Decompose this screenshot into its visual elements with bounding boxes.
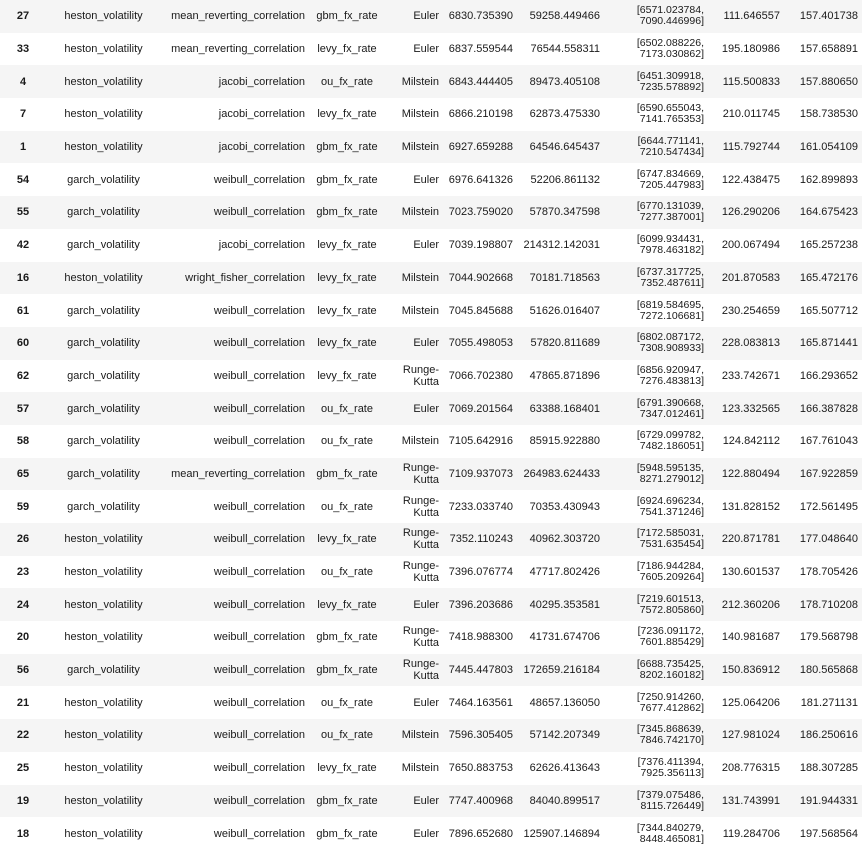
variance-value-cell: 59258.449466: [529, 10, 600, 23]
fx-rate-model-cell: ou_fx_rate: [321, 75, 373, 88]
table-row: [0, 654, 862, 687]
correlation-model-cell: weibull_correlation: [213, 304, 305, 317]
volatility-model-cell: garch_volatility: [67, 206, 140, 219]
time-value-cell: 200.067494: [721, 239, 780, 252]
score-value-cell: 161.054109: [799, 141, 858, 154]
confidence-interval-cell: [7376.411394, 7925.356113]: [637, 756, 704, 780]
table-row: [0, 327, 862, 360]
mean-value-cell: 7023.759020: [448, 206, 513, 219]
table-row: [0, 294, 862, 327]
mean-value-cell: 6830.735390: [448, 10, 513, 23]
correlation-model-cell: mean_reverting_correlation: [171, 10, 305, 23]
row-index-cell: 24: [16, 598, 30, 611]
variance-value-cell: 62873.475330: [529, 108, 600, 121]
correlation-model-cell: weibull_correlation: [213, 794, 305, 807]
correlation-model-cell: weibull_correlation: [213, 206, 305, 219]
mean-value-cell: 7105.642916: [448, 435, 513, 448]
time-value-cell: 233.742671: [721, 369, 780, 382]
method-cell: Runge-Kutta: [402, 560, 439, 585]
confidence-interval-cell: [6502.088226, 7173.030862]: [636, 37, 704, 61]
score-value-cell: 181.271131: [800, 696, 858, 709]
fx-rate-model-cell: gbm_fx_rate: [316, 206, 378, 219]
score-value-cell: 178.705426: [799, 566, 858, 579]
volatility-model-cell: heston_volatility: [64, 271, 143, 284]
row-index-cell: 65: [16, 467, 30, 480]
row-index-cell: 55: [16, 206, 30, 219]
table-row: [0, 392, 862, 425]
method-cell: Euler: [413, 696, 439, 709]
variance-value-cell: 41731.674706: [529, 631, 600, 644]
variance-value-cell: 64546.645437: [529, 141, 600, 154]
variance-value-cell: 63388.168401: [529, 402, 600, 415]
fx-rate-model-cell: levy_fx_rate: [317, 108, 377, 121]
confidence-interval-cell: [6791.390668, 7347.012461]: [636, 396, 704, 420]
volatility-model-cell: heston_volatility: [64, 794, 143, 807]
confidence-interval-cell: [6819.584695, 7272.106681]: [636, 298, 704, 322]
method-cell: Milstein: [401, 206, 439, 219]
confidence-interval-cell: [6856.920947, 7276.483813]: [636, 363, 704, 387]
method-cell: Euler: [413, 794, 439, 807]
mean-value-cell: 7596.305405: [448, 729, 513, 742]
volatility-model-cell: garch_volatility: [67, 435, 140, 448]
correlation-model-cell: weibull_correlation: [213, 827, 305, 840]
method-cell: Runge-Kutta: [402, 494, 439, 519]
time-value-cell: 123.332565: [721, 402, 780, 415]
fx-rate-model-cell: levy_fx_rate: [317, 337, 377, 350]
score-value-cell: 166.293652: [799, 369, 858, 382]
fx-rate-model-cell: gbm_fx_rate: [316, 10, 378, 23]
row-index-cell: 57: [16, 402, 30, 415]
mean-value-cell: 7109.937073: [448, 467, 513, 480]
variance-value-cell: 76544.558311: [530, 43, 600, 56]
fx-rate-model-cell: gbm_fx_rate: [316, 827, 378, 840]
fx-rate-model-cell: levy_fx_rate: [317, 598, 377, 611]
method-cell: Milstein: [401, 435, 439, 448]
score-value-cell: 157.658891: [799, 43, 858, 56]
method-cell: Euler: [413, 402, 439, 415]
volatility-model-cell: heston_volatility: [64, 10, 143, 23]
mean-value-cell: 7650.883753: [448, 762, 513, 775]
time-value-cell: 115.792744: [722, 141, 780, 154]
variance-value-cell: 125907.146894: [523, 827, 600, 840]
method-cell: Runge-Kutta: [402, 658, 439, 683]
time-value-cell: 122.880494: [721, 467, 780, 480]
variance-value-cell: 47717.802426: [529, 566, 600, 579]
mean-value-cell: 6843.444405: [448, 75, 513, 88]
volatility-model-cell: heston_volatility: [64, 43, 143, 56]
score-value-cell: 157.401738: [799, 10, 858, 23]
method-cell: Milstein: [401, 762, 439, 775]
fx-rate-model-cell: ou_fx_rate: [321, 435, 373, 448]
score-value-cell: 165.257238: [799, 239, 858, 252]
mean-value-cell: 7233.033740: [448, 500, 513, 513]
volatility-model-cell: heston_volatility: [64, 141, 143, 154]
row-index-cell: 20: [16, 631, 30, 644]
fx-rate-model-cell: levy_fx_rate: [317, 43, 377, 56]
correlation-model-cell: jacobi_correlation: [218, 75, 305, 88]
volatility-model-cell: garch_volatility: [67, 402, 140, 415]
confidence-interval-cell: [7344.840279, 8448.465081]: [636, 821, 704, 845]
confidence-interval-cell: [6737.317725, 7352.487611]: [636, 265, 704, 289]
table-row: [0, 360, 862, 393]
mean-value-cell: 7069.201564: [448, 402, 513, 415]
mean-value-cell: 7066.702380: [448, 369, 513, 382]
variance-value-cell: 48657.136050: [529, 696, 600, 709]
mean-value-cell: 7464.163561: [448, 696, 513, 709]
volatility-model-cell: garch_volatility: [67, 173, 140, 186]
method-cell: Runge-Kutta: [402, 363, 439, 388]
fx-rate-model-cell: gbm_fx_rate: [316, 664, 378, 677]
table-row: [0, 229, 862, 262]
fx-rate-model-cell: gbm_fx_rate: [316, 794, 378, 807]
mean-value-cell: 7045.845688: [448, 304, 513, 317]
confidence-interval-cell: [6590.655043, 7141.765353]: [636, 102, 704, 126]
row-index-cell: 59: [16, 500, 30, 513]
fx-rate-model-cell: levy_fx_rate: [317, 271, 377, 284]
fx-rate-model-cell: levy_fx_rate: [317, 762, 377, 775]
row-index-cell: 62: [16, 369, 30, 382]
table-row: [0, 752, 862, 785]
variance-value-cell: 40962.303720: [529, 533, 600, 546]
method-cell: Milstein: [401, 75, 439, 88]
row-index-cell: 58: [16, 435, 30, 448]
table-row: [0, 719, 862, 752]
correlation-model-cell: weibull_correlation: [213, 500, 305, 513]
correlation-model-cell: wright_fisher_correlation: [185, 271, 305, 284]
time-value-cell: 127.981024: [721, 729, 780, 742]
mean-value-cell: 7418.988300: [448, 631, 513, 644]
variance-value-cell: 85915.922880: [529, 435, 600, 448]
mean-value-cell: 7396.203686: [448, 598, 513, 611]
correlation-model-cell: weibull_correlation: [213, 533, 305, 546]
confidence-interval-cell: [7172.585031, 7531.635454]: [636, 527, 704, 551]
volatility-model-cell: garch_volatility: [67, 304, 140, 317]
row-index-cell: 26: [16, 533, 30, 546]
mean-value-cell: 7055.498053: [448, 337, 513, 350]
fx-rate-model-cell: ou_fx_rate: [321, 696, 373, 709]
score-value-cell: 165.472176: [799, 271, 858, 284]
method-cell: Euler: [413, 43, 439, 56]
row-index-cell: 42: [16, 239, 30, 252]
mean-value-cell: 6976.641326: [448, 173, 513, 186]
variance-value-cell: 47865.871896: [529, 369, 600, 382]
variance-value-cell: 89473.405108: [529, 75, 600, 88]
fx-rate-model-cell: levy_fx_rate: [317, 304, 377, 317]
row-index-cell: 27: [16, 10, 30, 23]
volatility-model-cell: heston_volatility: [64, 696, 143, 709]
fx-rate-model-cell: ou_fx_rate: [321, 566, 373, 579]
time-value-cell: 220.871781: [721, 533, 780, 546]
confidence-interval-cell: [7219.601513, 7572.805860]: [636, 592, 704, 616]
confidence-interval-cell: [6924.696234, 7541.371246]: [636, 494, 704, 518]
table-row: [0, 163, 862, 196]
fx-rate-model-cell: levy_fx_rate: [317, 239, 377, 252]
variance-value-cell: 214312.142031: [523, 239, 600, 252]
method-cell: Euler: [413, 827, 439, 840]
confidence-interval-cell: [6802.087172, 7308.908933]: [636, 331, 704, 355]
correlation-model-cell: weibull_correlation: [213, 631, 305, 644]
score-value-cell: 162.899893: [799, 173, 858, 186]
mean-value-cell: 7396.076774: [448, 566, 513, 579]
volatility-model-cell: garch_volatility: [67, 369, 140, 382]
time-value-cell: 230.254659: [721, 304, 780, 317]
row-index-cell: 18: [16, 827, 30, 840]
correlation-model-cell: weibull_correlation: [213, 402, 305, 415]
row-index-cell: 22: [16, 729, 30, 742]
score-value-cell: 191.944331: [799, 794, 858, 807]
correlation-model-cell: weibull_correlation: [213, 598, 305, 611]
score-value-cell: 180.565868: [799, 664, 858, 677]
confidence-interval-cell: [6688.735425, 8202.160182]: [636, 658, 704, 682]
score-value-cell: 165.507712: [799, 304, 858, 317]
method-cell: Euler: [413, 598, 439, 611]
method-cell: Runge-Kutta: [402, 527, 439, 552]
correlation-model-cell: weibull_correlation: [213, 435, 305, 448]
volatility-model-cell: heston_volatility: [64, 598, 143, 611]
score-value-cell: 164.675423: [799, 206, 858, 219]
mean-value-cell: 6927.659288: [448, 141, 513, 154]
time-value-cell: 201.870583: [721, 271, 780, 284]
volatility-model-cell: heston_volatility: [64, 762, 143, 775]
score-value-cell: 188.307285: [799, 762, 858, 775]
method-cell: Milstein: [401, 304, 439, 317]
score-value-cell: 167.922859: [799, 467, 858, 480]
time-value-cell: 140.981687: [721, 631, 780, 644]
confidence-interval-cell: [5948.595135, 8271.279012]: [636, 461, 704, 485]
row-index-cell: 60: [16, 337, 30, 350]
correlation-model-cell: weibull_correlation: [213, 664, 305, 677]
method-cell: Milstein: [401, 729, 439, 742]
variance-value-cell: 70353.430943: [529, 500, 600, 513]
correlation-model-cell: jacobi_correlation: [218, 141, 305, 154]
method-cell: Runge-Kutta: [402, 461, 439, 486]
time-value-cell: 122.438475: [721, 173, 780, 186]
score-value-cell: 197.568564: [799, 827, 858, 840]
variance-value-cell: 62626.413643: [529, 762, 600, 775]
table-row: [0, 458, 862, 491]
volatility-model-cell: garch_volatility: [67, 337, 140, 350]
time-value-cell: 111.646557: [723, 10, 780, 23]
correlation-model-cell: weibull_correlation: [213, 173, 305, 186]
method-cell: Milstein: [401, 141, 439, 154]
volatility-model-cell: heston_volatility: [64, 108, 143, 121]
method-cell: Runge-Kutta: [402, 625, 439, 650]
row-index-cell: 1: [19, 141, 27, 154]
table-row: [0, 686, 862, 719]
variance-value-cell: 52206.861132: [530, 173, 600, 186]
row-index-cell: 25: [16, 762, 30, 775]
table-row: [0, 817, 862, 850]
volatility-model-cell: heston_volatility: [64, 729, 143, 742]
method-cell: Milstein: [401, 108, 439, 121]
volatility-model-cell: garch_volatility: [67, 500, 140, 513]
confidence-interval-cell: [6571.023784, 7090.446996]: [636, 4, 704, 28]
score-value-cell: 158.738530: [799, 108, 858, 121]
row-index-cell: 4: [19, 75, 27, 88]
table-row: [0, 0, 862, 33]
mean-value-cell: 6866.210198: [448, 108, 513, 121]
mean-value-cell: 7039.198807: [448, 239, 513, 252]
variance-value-cell: 172659.216184: [523, 664, 600, 677]
time-value-cell: 208.776315: [721, 762, 780, 775]
table-row: [0, 98, 862, 131]
score-value-cell: 178.710208: [799, 598, 858, 611]
confidence-interval-cell: [6770.131039, 7277.387001]: [636, 200, 704, 224]
volatility-model-cell: heston_volatility: [64, 631, 143, 644]
method-cell: Euler: [413, 239, 439, 252]
correlation-model-cell: weibull_correlation: [213, 369, 305, 382]
fx-rate-model-cell: gbm_fx_rate: [316, 467, 378, 480]
fx-rate-model-cell: gbm_fx_rate: [316, 141, 378, 154]
correlation-model-cell: weibull_correlation: [213, 762, 305, 775]
confidence-interval-cell: [7250.914260, 7677.412862]: [636, 690, 704, 714]
time-value-cell: 125.064206: [721, 696, 780, 709]
time-value-cell: 228.083813: [721, 337, 780, 350]
confidence-interval-cell: [7379.075486, 8115.726449]: [636, 788, 704, 812]
row-index-cell: 33: [16, 43, 30, 56]
variance-value-cell: 57820.811689: [530, 337, 600, 350]
correlation-model-cell: mean_reverting_correlation: [171, 467, 305, 480]
score-value-cell: 166.387828: [799, 402, 858, 415]
confidence-interval-cell: [6099.934431, 7978.463182]: [636, 233, 704, 257]
score-value-cell: 179.568798: [799, 631, 858, 644]
method-cell: Milstein: [401, 271, 439, 284]
fx-rate-model-cell: ou_fx_rate: [321, 729, 373, 742]
mean-value-cell: 7352.110243: [449, 533, 513, 546]
confidence-interval-cell: [6747.834669, 7205.447983]: [636, 167, 704, 191]
row-index-cell: 61: [16, 304, 30, 317]
score-value-cell: 177.048640: [799, 533, 858, 546]
score-value-cell: 157.880650: [799, 75, 858, 88]
table-row: [0, 785, 862, 818]
volatility-model-cell: garch_volatility: [67, 467, 140, 480]
fx-rate-model-cell: gbm_fx_rate: [316, 173, 378, 186]
time-value-cell: 119.284706: [722, 827, 780, 840]
correlation-model-cell: weibull_correlation: [213, 696, 305, 709]
confidence-interval-cell: [6729.099782, 7482.186051]: [636, 429, 704, 453]
score-value-cell: 165.871441: [799, 337, 858, 350]
mean-value-cell: 7747.400968: [448, 794, 513, 807]
confidence-interval-cell: [7236.091172, 7601.885429]: [637, 625, 704, 649]
row-index-cell: 23: [16, 566, 30, 579]
table-row: [0, 65, 862, 98]
confidence-interval-cell: [7345.868639, 7846.742170]: [636, 723, 704, 747]
volatility-model-cell: garch_volatility: [67, 664, 140, 677]
score-value-cell: 172.561495: [799, 500, 858, 513]
volatility-model-cell: heston_volatility: [64, 75, 143, 88]
confidence-interval-cell: [6644.771141, 7210.547434]: [637, 135, 704, 159]
fx-rate-model-cell: ou_fx_rate: [321, 500, 373, 513]
correlation-model-cell: weibull_correlation: [213, 337, 305, 350]
variance-value-cell: 57142.207349: [529, 729, 600, 742]
time-value-cell: 131.828152: [721, 500, 780, 513]
row-index-cell: 21: [16, 696, 30, 709]
table-row: [0, 490, 862, 523]
row-index-cell: 19: [16, 794, 30, 807]
mean-value-cell: 7044.902668: [448, 271, 513, 284]
correlation-model-cell: jacobi_correlation: [218, 108, 305, 121]
volatility-model-cell: heston_volatility: [64, 533, 143, 546]
fx-rate-model-cell: ou_fx_rate: [321, 402, 373, 415]
fx-rate-model-cell: levy_fx_rate: [317, 533, 377, 546]
table-row: [0, 196, 862, 229]
time-value-cell: 212.360206: [721, 598, 780, 611]
score-value-cell: 167.761043: [799, 435, 858, 448]
mean-value-cell: 6837.559544: [448, 43, 513, 56]
table-row: [0, 556, 862, 589]
variance-value-cell: 40295.353581: [529, 598, 600, 611]
variance-value-cell: 70181.718563: [529, 271, 600, 284]
correlation-model-cell: weibull_correlation: [213, 566, 305, 579]
fx-rate-model-cell: levy_fx_rate: [317, 369, 377, 382]
method-cell: Euler: [413, 173, 439, 186]
table-row: [0, 588, 862, 621]
confidence-interval-cell: [6451.309918, 7235.578892]: [636, 69, 704, 93]
variance-value-cell: 57870.347598: [529, 206, 600, 219]
row-index-cell: 56: [16, 664, 30, 677]
table-row: [0, 131, 862, 164]
correlation-model-cell: weibull_correlation: [213, 729, 305, 742]
variance-value-cell: 84040.899517: [529, 794, 600, 807]
method-cell: Euler: [413, 337, 439, 350]
table-row: [0, 33, 862, 66]
fx-rate-model-cell: gbm_fx_rate: [316, 631, 378, 644]
row-index-cell: 16: [16, 271, 30, 284]
volatility-model-cell: garch_volatility: [67, 239, 140, 252]
time-value-cell: 130.601537: [721, 566, 780, 579]
time-value-cell: 210.011745: [722, 108, 780, 121]
confidence-interval-cell: [7186.944284, 7605.209264]: [636, 560, 704, 584]
volatility-model-cell: heston_volatility: [64, 566, 143, 579]
time-value-cell: 115.500833: [722, 75, 780, 88]
table-row: [0, 425, 862, 458]
correlation-model-cell: jacobi_correlation: [218, 239, 305, 252]
variance-value-cell: 51626.016407: [529, 304, 600, 317]
time-value-cell: 126.290206: [721, 206, 780, 219]
volatility-model-cell: heston_volatility: [64, 827, 143, 840]
time-value-cell: 124.842112: [722, 435, 780, 448]
mean-value-cell: 7896.652680: [448, 827, 513, 840]
table-row: [0, 523, 862, 556]
method-cell: Euler: [413, 10, 439, 23]
time-value-cell: 150.836912: [721, 664, 780, 677]
time-value-cell: 195.180986: [721, 43, 780, 56]
score-value-cell: 186.250616: [799, 729, 858, 742]
table-row: [0, 621, 862, 654]
variance-value-cell: 264983.624433: [523, 467, 600, 480]
row-index-cell: 54: [16, 173, 30, 186]
correlation-model-cell: mean_reverting_correlation: [171, 43, 305, 56]
mean-value-cell: 7445.447803: [448, 664, 513, 677]
table-row: [0, 262, 862, 295]
time-value-cell: 131.743991: [721, 794, 780, 807]
row-index-cell: 7: [19, 108, 27, 121]
